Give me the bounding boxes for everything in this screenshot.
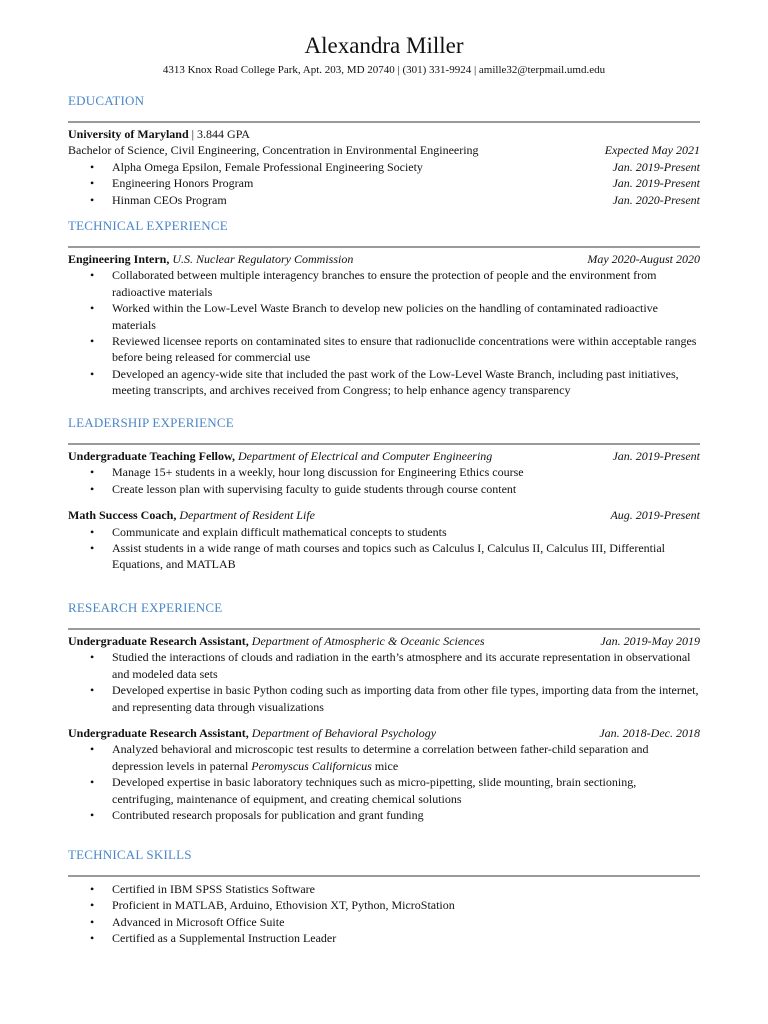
technical-experience-section	[68, 218, 700, 399]
bullet-icon: •	[90, 650, 95, 665]
job-org: Department of Electrical and Computer Engineering	[235, 449, 493, 463]
list-item: • Developed expertise in basic Python coding such as importing data from other file types, importing data from the internet, and representing data through visualizations	[90, 683, 699, 714]
job-role: Engineering Intern,	[68, 252, 170, 266]
bullet-icon: •	[90, 192, 95, 207]
job-header	[68, 725, 700, 741]
education-list	[68, 159, 700, 208]
bullet-icon: •	[90, 268, 95, 283]
job-header	[68, 507, 700, 523]
bullet-icon: •	[90, 481, 95, 496]
job-org: Department of Behavioral Psychology	[248, 726, 437, 741]
bullet-icon: •	[90, 931, 95, 946]
applicant-name: Alexandra Miller	[304, 33, 464, 58]
list-item: • Proficient in MATLAB, Arduino, Ethovision XT, Python, MicroStation	[90, 898, 455, 913]
degree: Bachelor of Science, Civil Engineering, Concentration in Environmental Engineering	[68, 143, 479, 158]
technical-skills-section	[68, 847, 700, 947]
job-date: May 2020-August 2020	[587, 252, 700, 266]
research-experience-section	[68, 600, 700, 823]
school-row	[68, 126, 700, 142]
bullet-icon: •	[90, 683, 95, 698]
list-item: • Communicate and explain difficult mathematical concepts to students	[90, 524, 447, 539]
section-divider	[68, 628, 700, 630]
section-divider	[68, 121, 700, 123]
list-item: • Worked within the Low-Level Waste Branch to develop new policies on the handling of contaminated radioactive materials	[90, 301, 659, 332]
list-item: • Developed expertise in basic laboratory techniques such as micro-pipetting, slide mounting, brain sectioning, centrifuging, maintenance of equipment, and creating chemical solutions	[90, 775, 637, 806]
job-date: Jan. 2019-Present	[612, 449, 700, 463]
job-header	[68, 251, 700, 267]
job-bullets	[68, 267, 700, 398]
list-item: • Analyzed behavioral and microscopic test results to determine a correlation between father-child separation and depression levels in paternal Peromyscus Californicus mice	[90, 742, 649, 773]
list-item: • Engineering Honors Program Jan. 2019-Present	[90, 176, 700, 191]
gpa: | 3.844 GPA	[188, 127, 250, 141]
list-item: • Certified in IBM SPSS Statistics Software	[90, 882, 316, 896]
list-item: • Hinman CEOs Program Jan. 2020-Present	[90, 192, 700, 207]
list-item: • Advanced in Microsoft Office Suite	[90, 914, 285, 929]
section-title: TECHNICAL SKILLS	[68, 847, 192, 862]
degree-row	[68, 142, 700, 158]
bullet-icon: •	[90, 334, 95, 349]
bullet-icon: •	[90, 366, 95, 381]
job-header	[68, 448, 700, 464]
section-divider	[68, 875, 700, 877]
bullet-icon: •	[90, 176, 95, 191]
section-title: TECHNICAL EXPERIENCE	[68, 218, 228, 233]
list-item: • Assist students in a wide range of math courses and topics such as Calculus I, Calculus II, Calculus III, Differential Equations, and MATLAB	[90, 541, 665, 572]
job-bullets	[68, 741, 700, 823]
list-item: • Contributed research proposals for publication and grant funding	[90, 808, 424, 823]
list-item: • Reviewed licensee reports on contaminated sites to ensure that radionuclide concentrations were within acceptable ranges before being released for commercial use	[90, 334, 697, 365]
skills-list	[68, 881, 700, 947]
job-org: Department of Atmospheric & Oceanic Sciences	[248, 634, 485, 648]
list-item: • Collaborated between multiple interagency branches to ensure the protection of people and the environment from radioactive materials	[90, 268, 657, 299]
bullet-icon: •	[90, 159, 95, 174]
list-item: • Developed an agency-wide site that included the past work of the Low-Level Waste Branch, including past initiatives, meeting transcripts, and archives received from Congress; to help enhance agency transparency	[90, 366, 679, 398]
job-date: Jan. 2018-Dec. 2018	[599, 726, 700, 741]
section-title: LEADERSHIP EXPERIENCE	[68, 415, 234, 430]
job-bullets	[68, 464, 700, 497]
degree-date: Expected May 2021	[604, 143, 700, 158]
bullet-icon: •	[90, 541, 95, 556]
school-name: University of Maryland	[68, 127, 189, 141]
contact-line: 4313 Knox Road College Park, Apt. 203, MD 20740 | (301) 331-9924 | amille32@terpmail.umd.edu	[162, 64, 606, 76]
list-item: • Alpha Omega Epsilon, Female Professional Engineering Society Jan. 2019-Present	[90, 159, 700, 174]
list-item: • Studied the interactions of clouds and radiation in the earth’s atmosphere and its accurate representation in observational and modeled data sets	[90, 650, 691, 681]
bullet-icon: •	[90, 882, 95, 896]
leadership-experience-section	[68, 415, 700, 573]
bullet-icon: •	[90, 465, 95, 480]
bullet-icon: •	[90, 914, 95, 929]
section-title: RESEARCH EXPERIENCE	[68, 600, 223, 615]
job-date: Jan. 2019-May 2019	[600, 634, 700, 648]
bullet-icon: •	[90, 742, 95, 757]
bullet-icon: •	[90, 898, 95, 913]
education-section	[68, 93, 700, 208]
job-role: Undergraduate Research Assistant,	[68, 634, 249, 648]
job-bullets	[68, 524, 700, 573]
list-item: • Create lesson plan with supervising faculty to guide students through course content	[90, 481, 517, 496]
job-role: Undergraduate Teaching Fellow,	[68, 449, 236, 463]
job-bullets	[68, 649, 700, 715]
job-header	[68, 633, 700, 649]
job-date: Aug. 2019-Present	[610, 508, 700, 523]
bullet-icon: •	[90, 775, 95, 790]
job-role: Undergraduate Research Assistant,	[68, 726, 249, 741]
section-divider	[68, 246, 700, 248]
bullet-icon: •	[90, 524, 95, 539]
bullet-icon: •	[90, 808, 95, 823]
job-org: Department of Resident Life	[176, 508, 315, 523]
list-item: • Certified as a Supplemental Instruction Leader	[90, 931, 337, 946]
list-item: • Manage 15+ students in a weekly, hour long discussion for Engineering Ethics course	[90, 465, 524, 480]
job-org: U.S. Nuclear Regulatory Commission	[169, 252, 354, 266]
section-title: EDUCATION	[68, 93, 145, 108]
job-role: Math Success Coach,	[68, 508, 177, 523]
bullet-icon: •	[90, 301, 95, 316]
section-divider	[68, 443, 700, 445]
